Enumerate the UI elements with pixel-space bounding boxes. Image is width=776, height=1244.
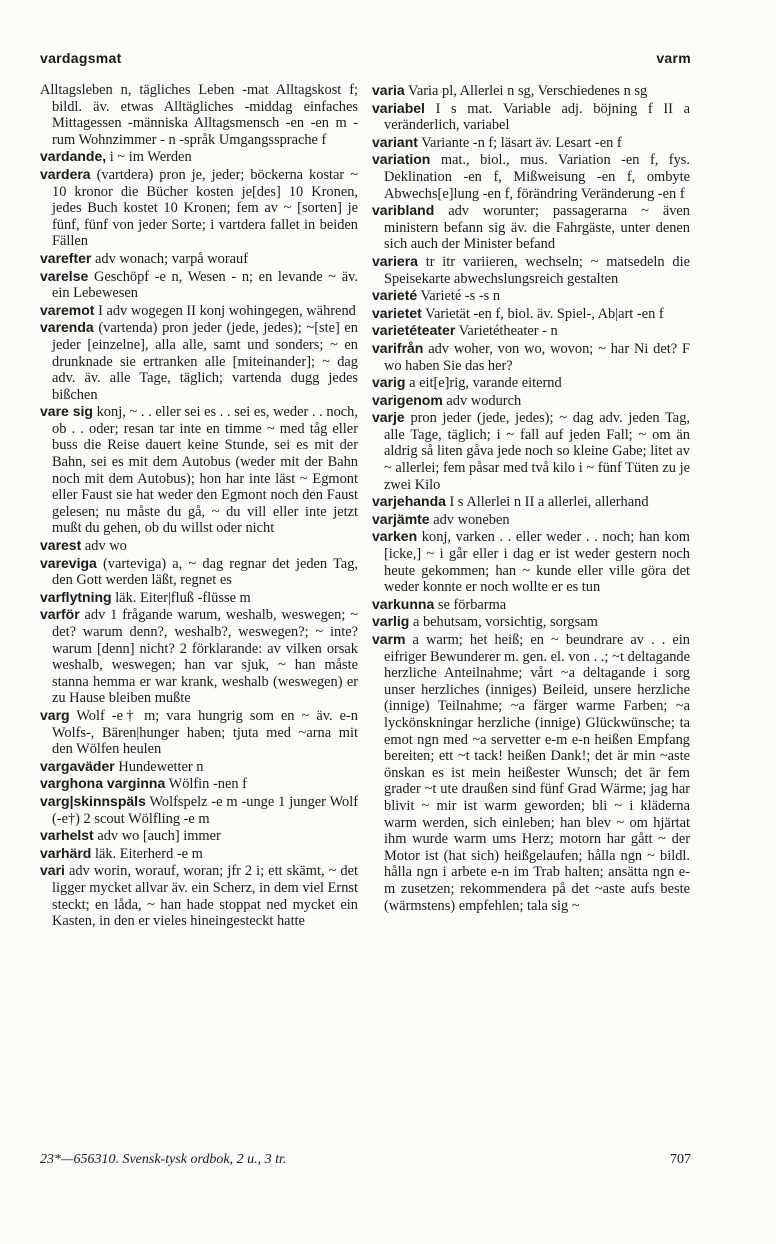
dictionary-entry (372, 202, 690, 253)
entry-definition: Variante -n f; läsart äv. Lesart -en f (421, 134, 622, 151)
entry-definition: adv worunter; passagerarna ~ även ministern befann sig äv. die Fahrgäste, unter denen sich auch der Minister befand (384, 203, 690, 253)
entry-definition: tr itr variieren, wechseln; ~ matsedeln die Speisekarte abwechslungsreich gestalten (384, 253, 690, 287)
dictionary-entry (40, 148, 358, 166)
right-guide-word: varm (656, 50, 691, 66)
entry-headword: varkunna (372, 595, 435, 612)
dictionary-entry (372, 493, 690, 511)
entry-definition: I s Allerlei n II a allerlei, allerhand (449, 494, 649, 511)
entry-headword: variation (372, 151, 431, 168)
dictionary-entry (40, 302, 358, 320)
entry-definition: Hundewetter n (118, 758, 204, 775)
dictionary-entry (40, 827, 358, 845)
entry-definition: adv wo (84, 538, 127, 555)
dictionary-entry (372, 613, 690, 631)
dictionary-entry (40, 268, 358, 302)
entry-definition: Varia pl, Allerlei n sg, Verschiedenes n sg (408, 83, 648, 99)
entry-headword: varken (372, 528, 418, 545)
dictionary-entry (40, 793, 358, 827)
entry-headword: varje (372, 409, 405, 426)
entry-definition: se förbarma (437, 596, 507, 613)
dictionary-entry (40, 555, 358, 589)
entry-definition: konj, varken . . eller weder . . noch; han kom [icke,] ~ i går eller i dag er ist weder gestern noch heute gekommen; han ~ kunde eller ville göra det weder konnte er noch wollte er es tun (384, 529, 690, 596)
dictionary-entry (40, 403, 358, 537)
entry-headword: vardande, (40, 148, 107, 165)
entry-headword: varm (372, 631, 406, 647)
dictionary-entry (372, 511, 690, 529)
entry-definition: mat., biol., mus. Variation -en f, fys. Deklination -en f, Mißweisung -en f, ombyte Abwechs[e]lung -en f, förändring Veränderung -en f (384, 152, 690, 202)
dictionary-entry (372, 392, 690, 410)
entry-headword: varietet (372, 304, 422, 321)
dictionary-entry (372, 134, 690, 152)
left-guide-word: vardagsmat (40, 50, 122, 66)
entry-headword: varifrån (372, 339, 424, 356)
dictionary-entry (40, 845, 358, 863)
entry-headword: varghona varginna (40, 775, 166, 792)
dictionary-entry (372, 596, 690, 614)
dictionary-entry (372, 253, 690, 287)
entry-headword: varietéteater (372, 322, 456, 339)
dictionary-entry (40, 319, 358, 403)
entry-definition: (vartdera) pron je, jeder; böckerna kostar ~ 10 kronor die Bücher kosten je[des] 10 Kronen, jedes Buch kostet 10 Kronen; fem av ~ [sorten] je fünf, fünf von jeder Sorte; i vartdera fallet in beiden Fällen (52, 166, 358, 250)
dictionary-entry (40, 250, 358, 268)
entry-headword: varest (40, 537, 82, 554)
entry-headword: variant (372, 133, 418, 150)
dictionary-entry (372, 631, 690, 914)
entry-definition: adv woneben (433, 511, 510, 528)
entry-definition: Wölfin -nen f (168, 776, 247, 793)
dictionary-entry (40, 862, 358, 929)
entry-definition: I s mat. Variable adj. böjning f II a veränderlich, variabel (384, 100, 690, 134)
page-footer (40, 1152, 691, 1168)
entry-definition: Varietät -en f, biol. äv. Spiel-, Ab|art -en f (425, 305, 664, 322)
entry-headword: varg (40, 706, 70, 723)
entry-definition: Varietétheater - n (458, 323, 558, 340)
entry-headword: varigenom (372, 391, 443, 408)
entry-headword: varhärd (40, 844, 92, 861)
entry-headword: vargaväder (40, 757, 115, 774)
dictionary-entry (40, 775, 358, 793)
dictionary-entry (372, 322, 690, 340)
dictionary-entry (40, 707, 358, 758)
entry-headword: varia (372, 82, 405, 98)
entry-headword: varlig (372, 613, 410, 630)
entry-headword: varjehanda (372, 493, 446, 510)
entry-definition: i ~ im Werden (109, 149, 192, 166)
entry-headword: variabel (372, 99, 425, 116)
entry-definition: (vartenda) pron jeder (jede, jedes); ~[ste] en jeder [einzelne], alla alle, samt und sonders; ~ en drunknade sie ertranken alle [miteinander]; ~ dag adv. äv. alle Tage, täglich; vartenda dugg jedes bißchen (52, 320, 358, 403)
dictionary-entry (372, 528, 690, 595)
dictionary-entry (372, 305, 690, 323)
entry-headword: varför (40, 606, 80, 623)
dictionary-entry (40, 589, 358, 607)
entry-headword: vare sig (40, 403, 93, 420)
entry-definition: läk. Eiter|fluß -flüsse m (115, 589, 251, 606)
dictionary-entry (372, 340, 690, 374)
entry-headword: variera (372, 252, 418, 269)
dictionary-entry (40, 606, 358, 707)
entry-definition: adv worin, worauf, woran; jfr 2 i; ett skämt, ~ det ligger mycket allvar äv. ein Scherz, in dem viel Ernst steckt; en låda, ~ han hade stoppat ned mycket ein Kasten, in den er vieles hineingesteckt hatte (52, 863, 358, 930)
entry-definition: I adv wogegen II konj wohingegen, während (98, 302, 356, 319)
entry-definition: Wolfspelz -e m -unge 1 junger Wolf (-e†) 2 scout Wölfling -e m (52, 793, 358, 827)
dictionary-entry (40, 758, 358, 776)
entry-headword: varenda (40, 319, 94, 336)
entry-headword: vardera (40, 165, 91, 182)
imprint-line: 23*—656310. Svensk-tysk ordbok, 2 u., 3 tr. (40, 1152, 287, 1167)
entry-headword: varefter (40, 249, 92, 266)
dictionary-entry (40, 537, 358, 555)
entry-definition: (varteviga) a, ~ dag regnar det jeden Tag, den Gott werden läßt, regnet es (52, 555, 358, 589)
entry-definition: Alltagsleben n, tägliches Leben -mat Alltagskost f; bildl. äv. etwas Alltägliches -middag einfaches Mittagessen -människa Alltagsmensch -en -en m -rum Wohnzimmer - n -språk Umgangssprache f (40, 82, 358, 148)
entry-headword: varibland (372, 202, 435, 219)
entry-definition: läk. Eiterherd -e m (94, 845, 203, 862)
entry-definition: Wolf -e† m; vara hungrig som en ~ äv. e-n Wolfs-, Bären|hunger haben; tjuta med ~arna mit den Wölfen heulen (52, 707, 358, 758)
entry-headword: varflytning (40, 588, 112, 605)
entry-definition: konj, ~ . . eller sei es . . sei es, weder . . noch, ob . . oder; resan tar inte en timme ~ med tåg eller buss die Reise dauert keine Stunde, sei es mit der Bahn, sei es mit dem Autobus (weder mit der Bahn noch mit dem Autobus); hon har inte läst ~ Egmont eller Faust sie hat weder den Egmont noch den Faust gelesen; nu måste du gå, ~ du vill eller inte jetzt mußt du gehen, ob du willst oder nicht (52, 404, 358, 537)
entry-definition: adv wo [auch] immer (97, 828, 221, 845)
page-number: 707 (670, 1152, 691, 1167)
entry-headword: varig (372, 374, 406, 391)
dictionary-entry (372, 151, 690, 202)
left-column (40, 82, 358, 930)
entry-definition: adv wodurch (446, 392, 522, 409)
entry-headword: varieté (372, 287, 418, 304)
entry-definition: a warm; het heiß; en ~ beundrare av . . ein eifriger Bewunderer m. gen. el. von . .; ~t deltagande herzliche Anteilnahme; vårt ~a deltagande i sorg unser herzliches (inniges) Beileid, unsere herzliche (innige) Teilnahme; ~a färger warme Farben; ~a lyckönskningar herzliche (innige) Glückwünsche; ta emot ngn med ~a servetter e-m e-n heißen Empfang bereiten; ett ~t tack! heißen Dank!; det är min ~aste önskan es ist mein heißester Wunsch; det är fem grader ~t ute draußen sind fünf Grad Wärme; jag har blivit ~ mir ist warm geworden; bli ~ i kläderna warm werden, sich einleben; han blev ~ om hjärtat ihm wurde warm ums Herz; motorn har gått ~ der Motor ist (hat sich) heißgelaufen; hålla ngn ~ bildl. hålla ngn i arbete e-n im Trab halten; ansätta ngn e-m zusetzen; rekommendera på det ~aste aufs beste (wärmstens) empfehlen; tala sig ~ (384, 632, 690, 914)
entry-definition: pron jeder (jede, jedes); ~ dag adv. jeden Tag, alle Tage, täglich; i ~ fall auf jeden Fall; ~ om än aldrig så liten gåva jede noch so kleine Gabe; litet av ~ allerlei; fem påsar med två kilo i ~ fünf Tüten zu je zwei Kilo (384, 410, 690, 493)
dictionary-entry (372, 374, 690, 392)
entry-headword: varhelst (40, 827, 94, 844)
entry-definition: adv 1 frågande warum, weshalb, weswegen; ~ det? warum denn?, weshalb?, weswegen?; ~ inte? warum [denn] nicht? 2 förklarande: av vilken orsak weshalb, weswegen; han var sjuk, ~ han måste stanna hemma er war krank, weshalb (weswegen) er zu Hause bleiben mußte (52, 607, 358, 707)
entry-headword: vareviga (40, 554, 97, 571)
dictionary-entry (40, 82, 358, 148)
entry-definition: Varieté -s -s n (420, 288, 501, 305)
entry-definition: adv wonach; varpå worauf (94, 250, 249, 267)
dictionary-entry (372, 82, 690, 100)
dictionary-entry (372, 287, 690, 305)
entry-headword: vari (40, 862, 65, 879)
entry-headword: varemot (40, 301, 95, 318)
entry-definition: a eit[e]rig, varande eiternd (409, 375, 562, 392)
dictionary-entry (40, 166, 358, 250)
entry-headword: varelse (40, 267, 89, 284)
dictionary-entry (372, 100, 690, 134)
entry-headword: varg|skinnspäls (40, 792, 146, 809)
entry-definition: Geschöpf -e n, Wesen - n; en levande ~ äv. ein Lebewesen (52, 268, 358, 302)
entry-definition: adv woher, von wo, wovon; ~ har Ni det? F wo haben Sie das her? (384, 340, 690, 374)
right-column (372, 82, 690, 914)
entry-definition: a behutsam, vorsichtig, sorgsam (412, 614, 598, 631)
dictionary-entry (372, 409, 690, 493)
entry-headword: varjämte (372, 510, 430, 527)
